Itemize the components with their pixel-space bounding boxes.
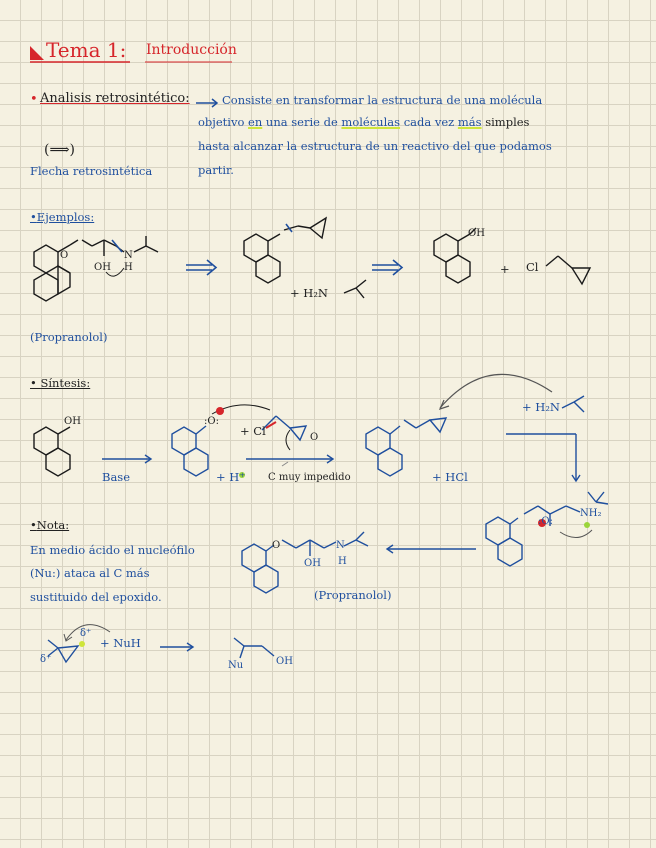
retro-arrow-symbol: (⟹) xyxy=(44,142,75,158)
ej-h: H xyxy=(124,262,133,273)
nota-nuh: + NuH xyxy=(100,636,141,650)
nota-n-prop: N xyxy=(336,540,345,551)
title-number: Tema 1: xyxy=(46,38,127,62)
sin-hcl: + HCl xyxy=(432,470,468,484)
nota-delta1: δ⁺ xyxy=(80,628,92,639)
sin-clplus: + Cl xyxy=(240,424,266,438)
ej-amine: + H₂N xyxy=(290,286,328,300)
nota-delta2: δ⁺ xyxy=(40,654,52,665)
bullet-retro: • xyxy=(30,92,38,107)
sin-base: Base xyxy=(102,470,131,484)
ej-plus: + xyxy=(500,262,510,276)
ej-n: N xyxy=(124,250,133,261)
retro-line4: partir. xyxy=(198,163,234,177)
sin-ominus: :O: xyxy=(204,416,219,427)
retro-line1: Consiste en transformar la estructura de una molécula xyxy=(222,93,543,107)
nota-oh: OH xyxy=(276,656,293,667)
sin-nh2: NH₂ xyxy=(580,508,602,519)
ej-oh1: OH xyxy=(94,262,111,273)
retro-line3: hasta alcanzar la estructura de un reactivo del que podamos xyxy=(198,139,552,153)
nota-oh-prop: OH xyxy=(304,558,321,569)
sin-hplus: + H⁺ xyxy=(216,470,246,484)
sin-o-minus-2: :O: xyxy=(538,516,553,527)
sintesis-heading: • Síntesis: xyxy=(30,376,91,390)
nota-line3: sustituido del epoxido. xyxy=(30,590,162,604)
retro-arrow-label: Flecha retrosintética xyxy=(30,164,153,178)
nota-line2: (Nu:) ataca al C más xyxy=(30,566,150,580)
sin-impedido: C muy impedido xyxy=(268,472,351,483)
sin-amine-top: + H₂N xyxy=(522,400,560,414)
sin-o-epox: O xyxy=(310,432,319,443)
ej-oh2: OH xyxy=(468,228,485,239)
retro-line2: objetivo en una serie de moléculas cada vez más simples xyxy=(198,115,530,129)
ejemplos-heading: •Ejemplos: xyxy=(30,210,95,224)
nota-line1: En medio ácido el nucleófilo xyxy=(30,543,195,557)
nota-heading: •Nota: xyxy=(30,518,70,532)
nota-h-prop: H xyxy=(338,556,347,567)
ej-o-label: O xyxy=(60,250,69,261)
nota-nu: Nu xyxy=(228,660,244,671)
ej-propranolol-label: (Propranolol) xyxy=(30,330,108,344)
nota-propranolol-label: (Propranolol) xyxy=(314,588,392,602)
title-topic: Introducción xyxy=(146,42,237,58)
retro-heading: Analisis retrosintético: xyxy=(40,91,190,106)
nota-o-prop: O xyxy=(272,540,281,551)
sin-oh: OH xyxy=(64,416,81,427)
ej-cl: Cl xyxy=(526,260,539,274)
